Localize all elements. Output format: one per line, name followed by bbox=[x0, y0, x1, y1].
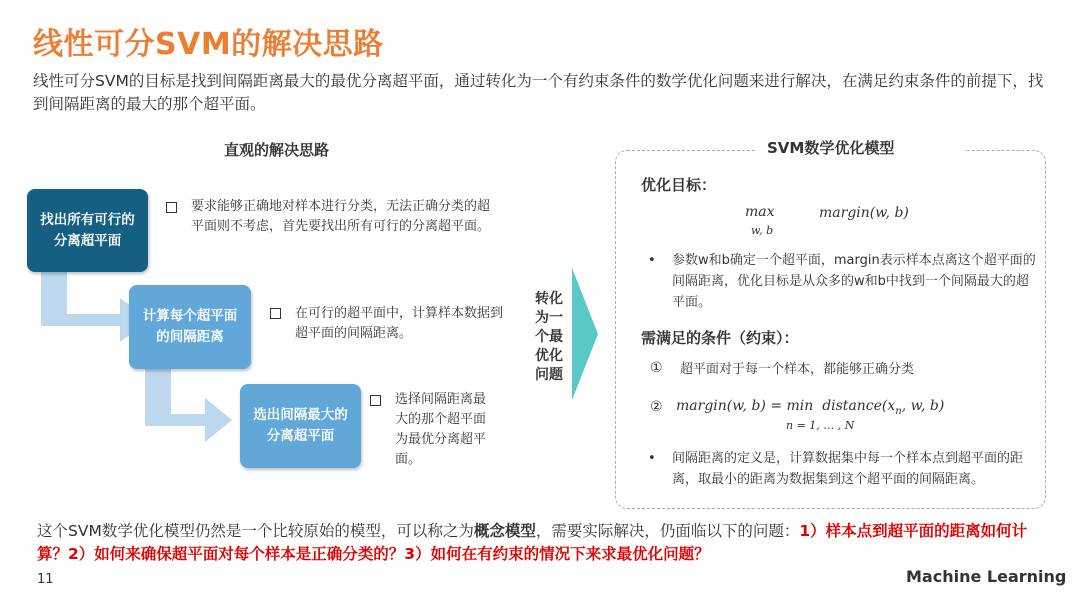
step-description: 要求能够正确地对样本进行分类，无法正确分类的超平面则不考虑，首先要找出所有可行的分离超平面。 bbox=[191, 199, 491, 234]
formula-rhs: distance(x bbox=[822, 398, 896, 414]
objective-expression: margin(w, b) bbox=[819, 205, 909, 221]
formula-rhs-end: , w, b) bbox=[901, 398, 945, 414]
constraint-formula bbox=[676, 398, 944, 417]
step-box-select-max bbox=[240, 384, 361, 468]
constraint-text: 超平面对于每一个样本，都能够正确分类 bbox=[680, 362, 915, 377]
objective-note: 参数w和b确定一个超平面，margin表示样本点离这个超平面的间隔距离，优化目标是从众多的w和b中找到一个间隔最大的超平面。 bbox=[672, 253, 1036, 310]
constraint-label: 需满足的条件（约束）： bbox=[641, 329, 799, 347]
bottom-text: ，需要实际解决，仍面临以下的问题： bbox=[535, 522, 800, 540]
checkbox-bullet bbox=[270, 308, 281, 319]
intro-paragraph: 线性可分SVM的目标是找到间隔距离最大的最优分离超平面，通过转化为一个有约束条件的数学优化问题来进行解决，在满足约束条件的前提下，找到间隔距离的最大的那个超平面。 bbox=[33, 72, 1044, 113]
checkbox-bullet bbox=[166, 202, 177, 213]
bottom-text: 这个SVM数学优化模型仍然是一个比较原始的模型，可以称之为 bbox=[37, 522, 474, 540]
objective-subscript: w, b bbox=[751, 224, 774, 237]
bullet-dot: • bbox=[648, 253, 656, 268]
left-section-heading: 直观的解决思路 bbox=[224, 141, 330, 159]
step-description: 选择间隔距离最大的那个超平面为最优分离超平面。 bbox=[395, 392, 487, 467]
transform-arrow bbox=[572, 268, 598, 400]
flow-arrow-2-head bbox=[205, 398, 232, 442]
page-number: 11 bbox=[37, 572, 54, 587]
bottom-questions: 1）样本点到超平面的距离如何计算？2）如何来确保超平面对每个样本是正确分类的？3）如何在有约束的情况下来求最优化问题？ bbox=[37, 522, 1028, 563]
step-box-compute-margin bbox=[129, 285, 251, 369]
checkbox-bullet bbox=[370, 395, 381, 406]
constraint-marker: ② bbox=[650, 399, 663, 415]
step-box-find-hyperplanes bbox=[27, 189, 148, 272]
right-section-heading: SVM数学优化模型 bbox=[767, 139, 895, 157]
formula-lhs: margin(w, b) = min bbox=[676, 398, 814, 414]
formula-range: n = 1, … , N bbox=[786, 419, 855, 432]
bottom-bold-term: 概念模型 bbox=[473, 522, 536, 540]
objective-label: 优化目标： bbox=[641, 176, 717, 194]
objective-operator: max bbox=[745, 204, 775, 220]
step-box-label: 选出间隔最大的 分离超平面 bbox=[253, 407, 348, 444]
bottom-paragraph bbox=[37, 520, 1047, 566]
step-description: 在可行的超平面中，计算样本数据到超平面的间隔距离。 bbox=[295, 306, 504, 341]
formula-subscript: n bbox=[895, 405, 902, 417]
flow-arrow-1 bbox=[41, 272, 130, 326]
step-box-label: 找出所有可行的 分离超平面 bbox=[40, 211, 135, 249]
bullet-dot: • bbox=[648, 451, 656, 466]
flow-arrow-2 bbox=[145, 369, 215, 426]
transform-label: 转化为一个最优化问题 bbox=[535, 291, 563, 383]
constraint-note: 间隔距离的定义是，计算数据集中每一个样本点到超平面的距离，取最小的距离为数据集到这个超平面的间隔距离。 bbox=[672, 451, 1024, 487]
brand-footer: Machine Learning bbox=[906, 567, 1067, 586]
constraint-marker: ① bbox=[650, 360, 663, 376]
step-box-label: 计算每个超平面 的间隔距离 bbox=[142, 308, 238, 345]
page-title: 线性可分SVM的解决思路 bbox=[33, 27, 384, 62]
